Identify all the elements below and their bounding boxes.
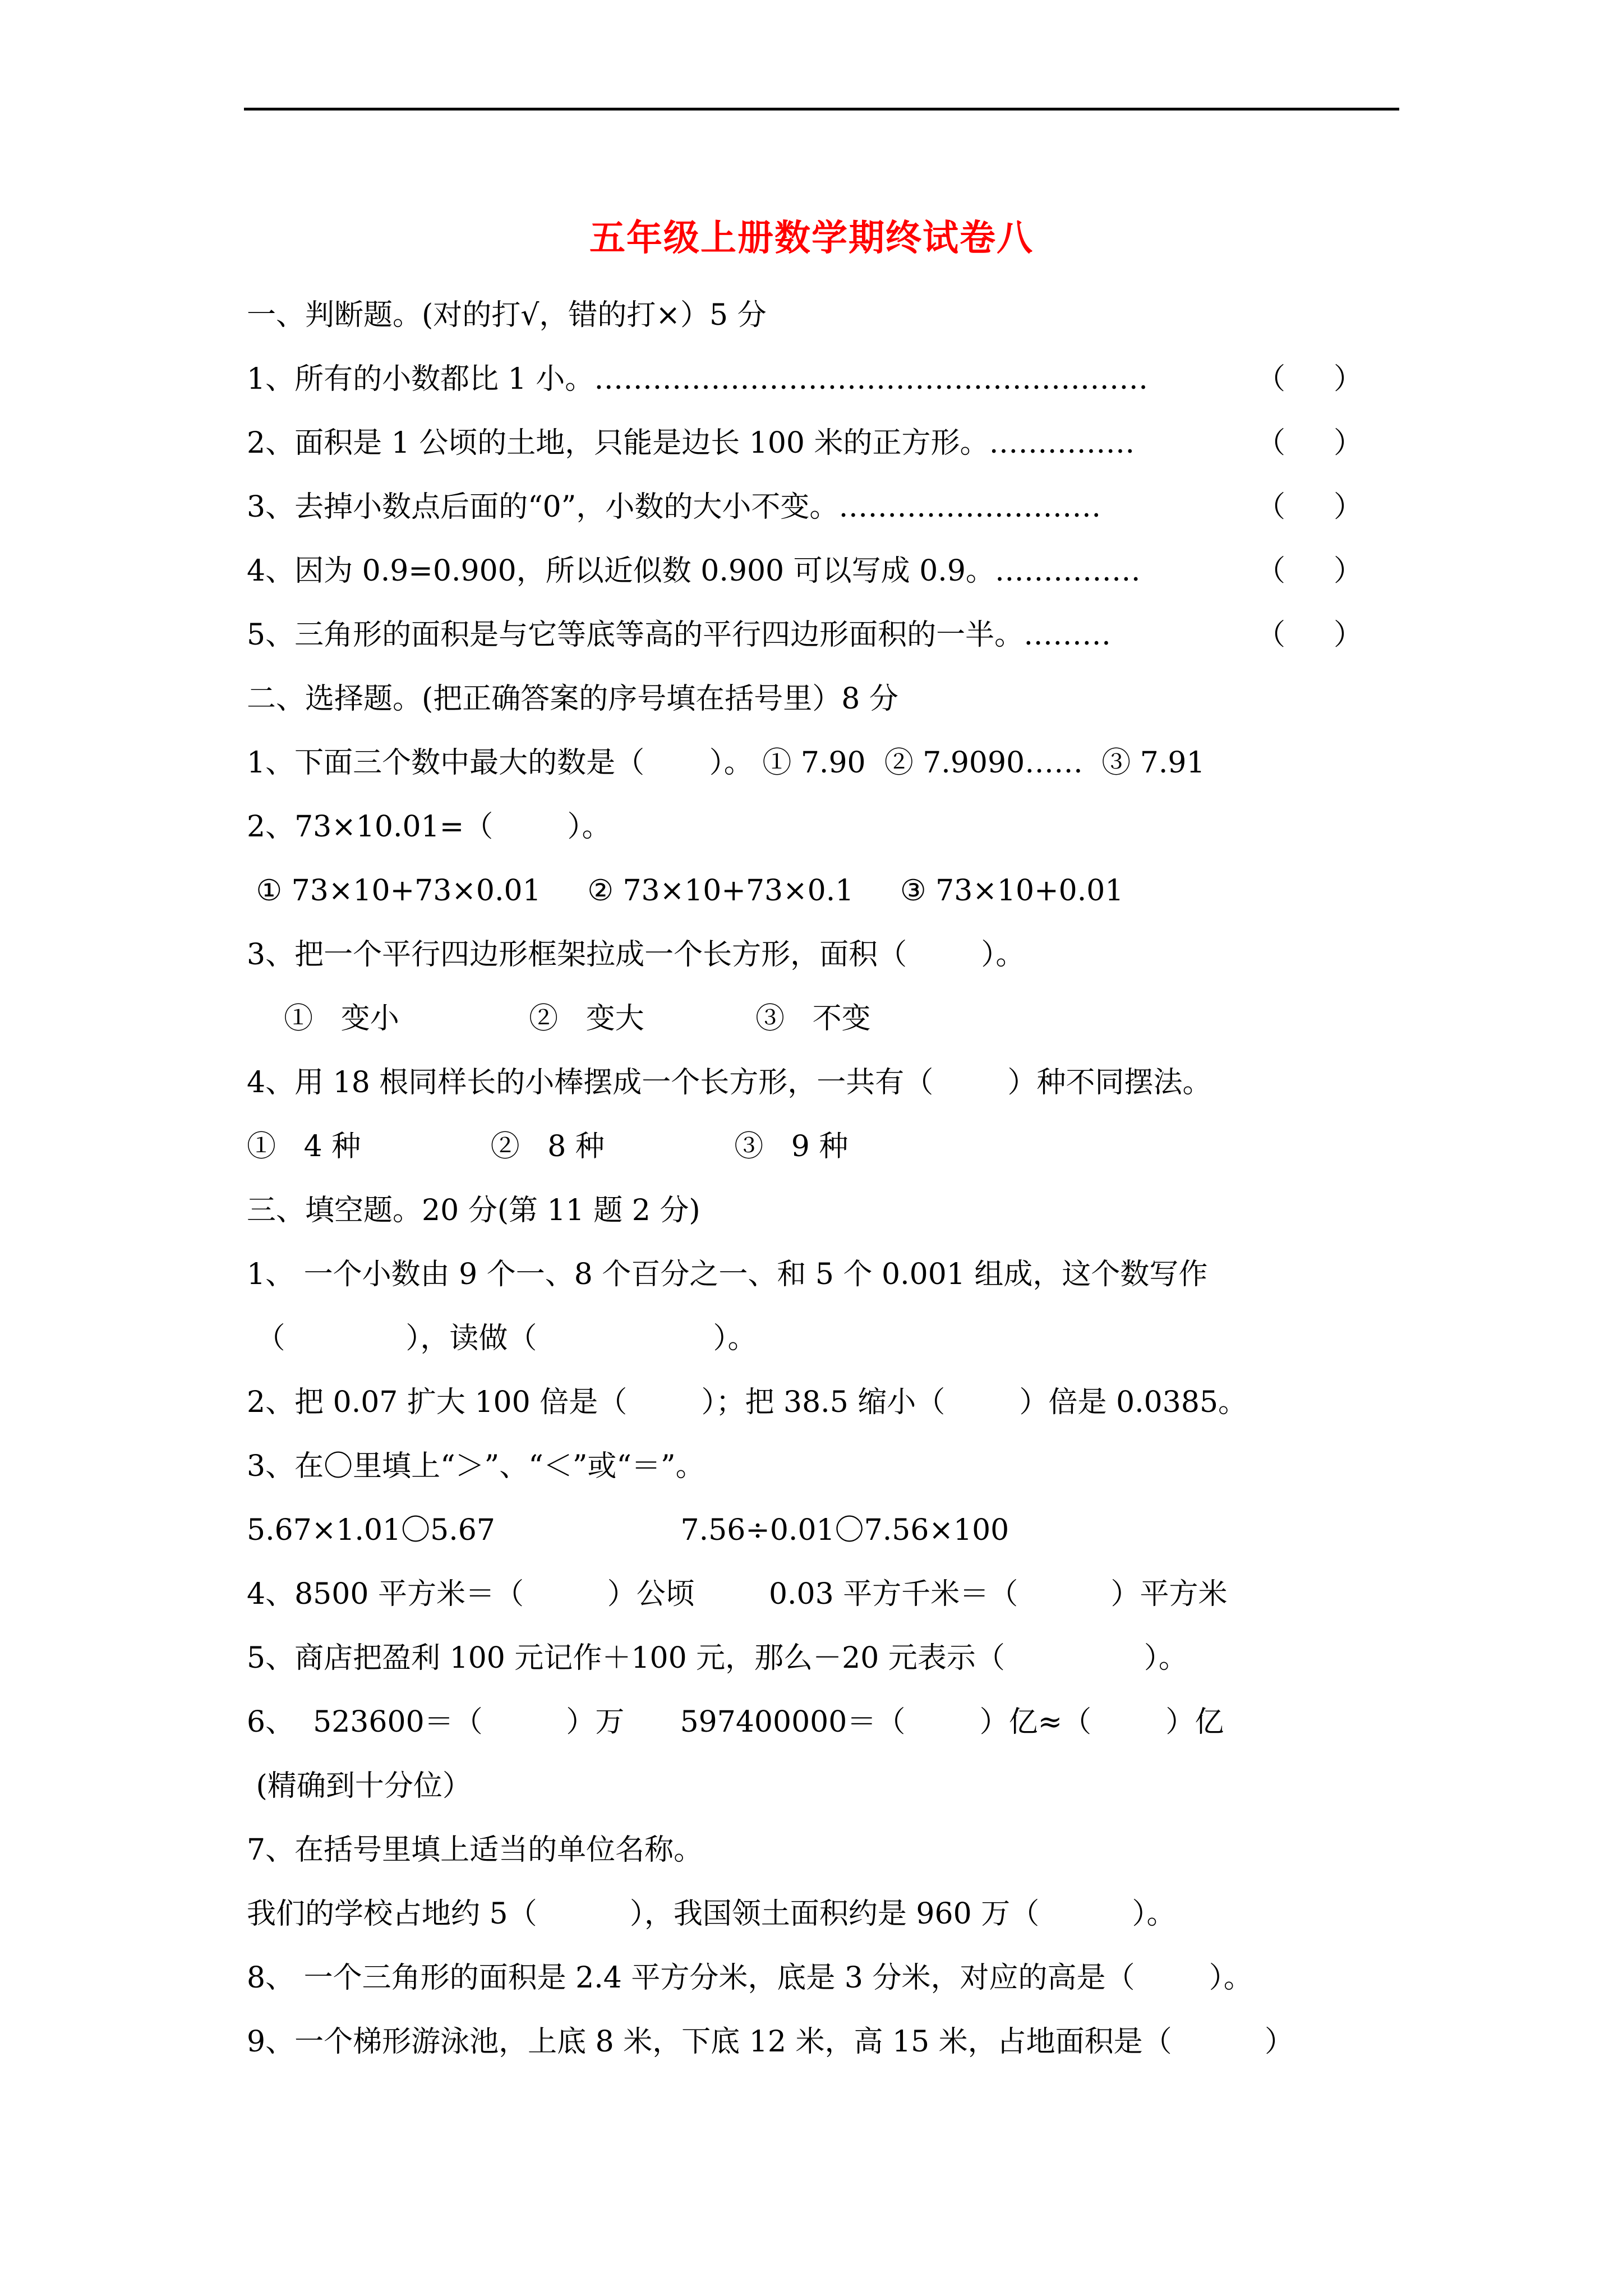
answer-bracket-5[interactable]: （ ） — [1256, 618, 1363, 652]
judge-item-2: 2、面积是 1 公顷的土地，只能是边长 100 米的正方形。…………… — [247, 426, 1135, 460]
answer-bracket-1[interactable]: （ ） — [1256, 362, 1363, 396]
fill-q9: 9、一个梯形游泳池，上底 8 米，下底 12 米，高 15 米，占地面积是（ ） — [247, 2025, 1294, 2059]
judge-item-1: 1、所有的小数都比 1 小。………………………………………………… — [247, 362, 1149, 396]
fill-q8: 8、 一个三角形的面积是 2.4 平方分米，底是 3 分米，对应的高是（ ）。 — [247, 1961, 1253, 1995]
choice-q1: 1、下面三个数中最大的数是（ ）。 ① 7.90 ② 7.9090…… ③ 7.91 — [247, 746, 1205, 780]
choice-q4-options: ① 4 种 ② 8 种 ③ 9 种 — [247, 1130, 849, 1163]
fill-q2: 2、把 0.07 扩大 100 倍是（ ）；把 38.5 缩小（ ）倍是 0.0385。 — [247, 1386, 1248, 1419]
choice-q3-options: ① 变小 ② 变大 ③ 不变 — [247, 1002, 871, 1036]
fill-q7: 7、在括号里填上适当的单位名称。 — [247, 1833, 703, 1867]
choice-q2: 2、73×10.01=（ ）。 — [247, 810, 611, 844]
choice-q2-options: ① 73×10+73×0.01 ② 73×10+73×0.1 ③ 73×10+0.01 — [247, 874, 1124, 908]
judge-item-5: 5、三角形的面积是与它等底等高的平行四边形面积的一半。……… — [247, 618, 1112, 652]
choice-q3: 3、把一个平行四边形框架拉成一个长方形，面积（ ）。 — [247, 938, 1025, 972]
section2-heading: 二、选择题。(把正确答案的序号填在括号里）8 分 — [247, 682, 898, 716]
fill-q6-note: (精确到十分位） — [247, 1769, 472, 1803]
answer-bracket-3[interactable]: （ ） — [1256, 490, 1363, 524]
fill-q3: 3、在〇里填上“＞”、“＜”或“＝”。 — [247, 1450, 705, 1483]
fill-q3-compare: 5.67×1.01〇5.67 7.56÷0.01〇7.56×100 — [247, 1513, 1009, 1547]
answer-bracket-4[interactable]: （ ） — [1256, 554, 1363, 588]
fill-q4: 4、8500 平方米＝（ ）公顷 0.03 平方千米＝（ ）平方米 — [247, 1577, 1228, 1611]
exam-title: 五年级上册数学期终试卷八 — [589, 218, 1034, 259]
fill-q7-content: 我们的学校占地约 5（ ），我国领土面积约是 960 万（ ）。 — [247, 1897, 1176, 1931]
fill-q1: 1、 一个小数由 9 个一、8 个百分之一、和 5 个 0.001 组成，这个数写作 — [247, 1258, 1208, 1291]
fill-q6: 6、 523600＝（ ）万 597400000＝（ ）亿≈（ ）亿 — [247, 1705, 1224, 1739]
choice-q4: 4、用 18 根同样长的小棒摆成一个长方形，一共有（ ）种不同摆法。 — [247, 1066, 1212, 1099]
section3-heading: 三、填空题。20 分(第 11 题 2 分) — [247, 1194, 700, 1227]
header-rule — [244, 108, 1399, 111]
judge-item-3: 3、去掉小数点后面的“0”，小数的大小不变。……………………… — [247, 490, 1101, 524]
section1-heading: 一、判断题。(对的打√，错的打×）5 分 — [247, 298, 767, 332]
fill-q1-answer: （ ），读做（ ）。 — [247, 1322, 757, 1355]
answer-bracket-2[interactable]: （ ） — [1256, 426, 1363, 460]
fill-q5: 5、商店把盈利 100 元记作＋100 元，那么－20 元表示（ ）。 — [247, 1641, 1188, 1675]
judge-item-4: 4、因为 0.9=0.900，所以近似数 0.900 可以写成 0.9。…………… — [247, 554, 1141, 588]
